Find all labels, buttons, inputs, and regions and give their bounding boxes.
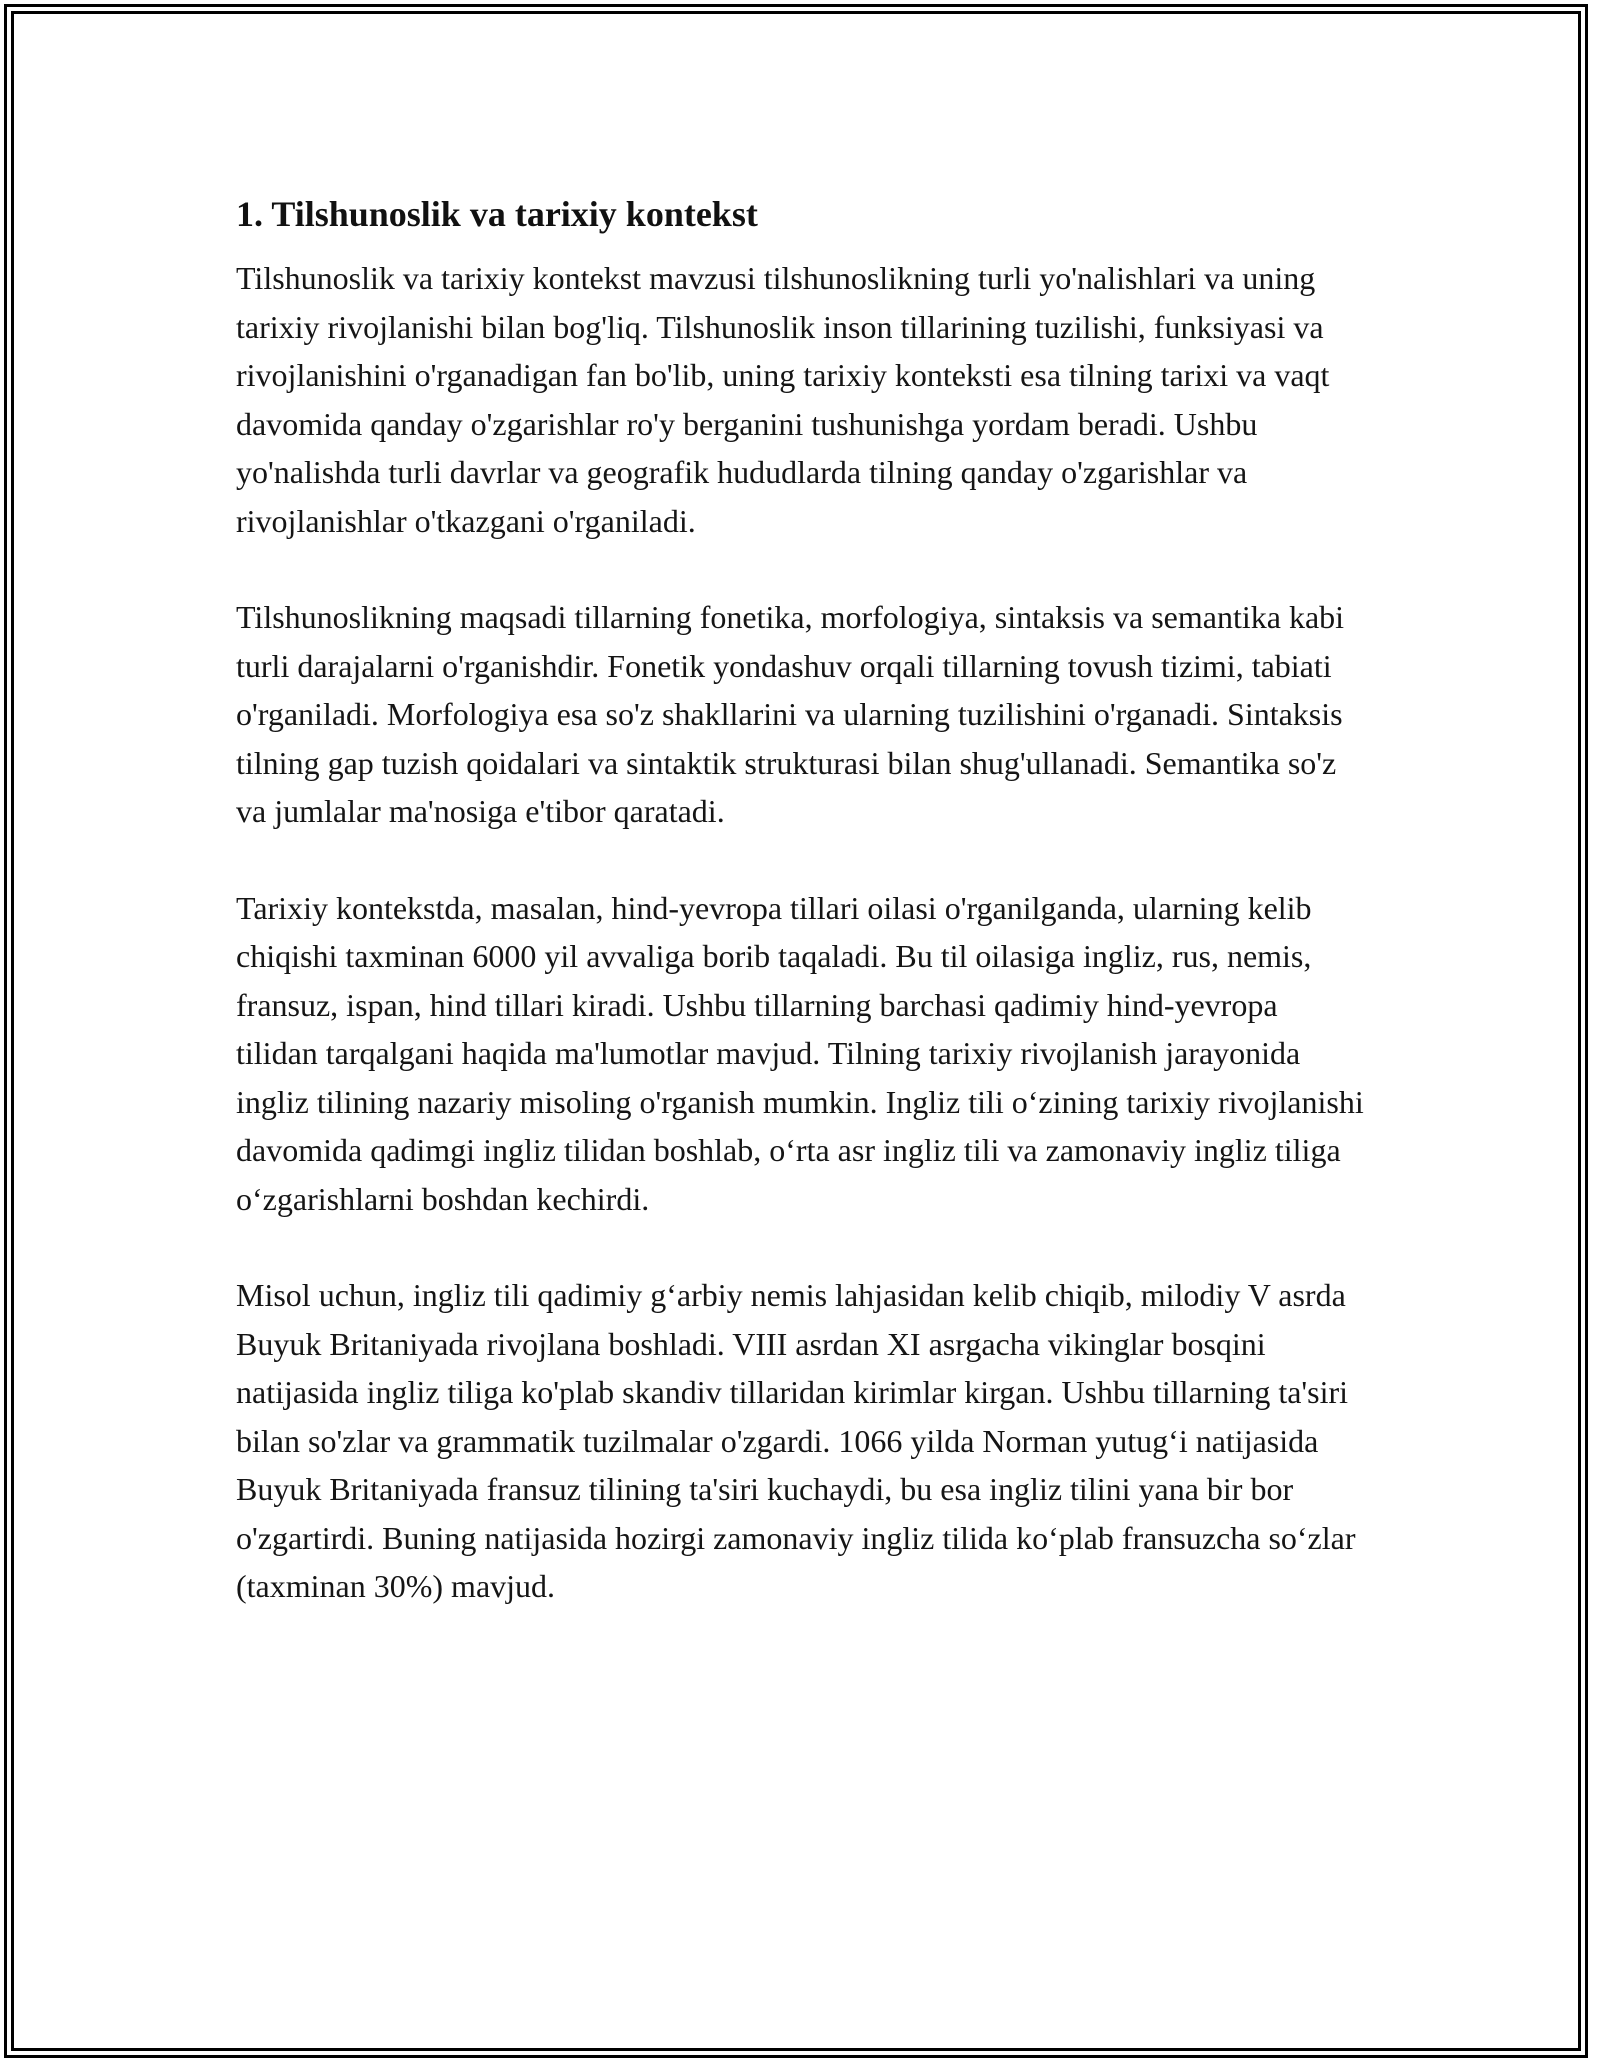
document-body	[236, 186, 1366, 1659]
paragraph-4: Misol uchun, ingliz tili qadimiy g‘arbiy nemis lahjasidan kelib chiqib, milodiy V asrda Buyuk Britaniyada rivojlana boshladi. VIII asrdan XI asrgacha vikinglar bosqini natijasida ingliz tiliga ko'plab skandiv tillaridan kirimlar kirgan. Ushbu tillarning ta'siri bilan so'zlar va grammatik tuzilmalar o'zgardi. 1066 yilda Norman yutug‘i natijasida Buyuk Britaniyada fransuz tilining ta'siri kuchaydi, bu esa ingliz tilini yana bir bor o'zgartirdi. Buning natijasida hozirgi zamonaviy ingliz tilida ko‘plab fransuzcha so‘zlar (taxminan 30%) mavjud.	[236, 1277, 1356, 1604]
paragraph-1: Tilshunoslik va tarixiy kontekst mavzusi tilshunoslikning turli yo'nalishlari va uning tarixiy rivojlanishi bilan bog'liq. Tilshunoslik inson tillarining tuzilishi, funksiyasi va rivojlanishini o'rganadigan fan bo'lib, uning tarixiy konteksti esa tilning tarixi va vaqt davomida qanday o'zgarishlar ro'y berganini tushunishga yordam beradi. Ushbu yo'nalishda turli davrlar va geografik hududlarda tilning qanday o'zgarishlar va rivojlanishlar o'tkazgani o'rganiladi.	[236, 260, 1330, 539]
paragraph-3: Tarixiy kontekstda, masalan, hind-yevropa tillari oilasi o'rganilganda, ularning kelib chiqishi taxminan 6000 yil avvaliga borib taqaladi. Bu til oilasiga ingliz, rus, nemis, fransuz, ispan, hind tillari kiradi. Ushbu tillarning barchasi qadimiy hind-yevropa tilidan tarqalgani haqida ma'lumotlar mavjud. Tilning tarixiy rivojlanish jarayonida ingliz tilining nazariy misoling o'rganish mumkin. Ingliz tili o‘zining tarixiy rivojlanishi davomida qadimgi ingliz tilidan boshlab, o‘rta asr ingliz tili va zamonaviy ingliz tiliga o‘zgarishlarni boshdan kechirdi.	[236, 889, 1364, 1217]
paragraph-2: Tilshunoslikning maqsadi tillarning fonetika, morfologiya, sintaksis va semantika kabi turli darajalarni o'rganishdir. Fonetik yondashuv orqali tillarning tovush tizimi, tabiati o'rganiladi. Morfologiya esa so'z shakllarini va ularning tuzilishini o'rganadi. Sintaksis tilning gap tuzish qoidalari va sintaktik strukturasi bilan shug'ullanadi. Semantika so'z va jumlalar ma'nosiga e'tibor qaratadi.	[236, 599, 1345, 829]
section-heading: 1. Tilshunoslik va tarixiy kontekst	[236, 194, 758, 234]
